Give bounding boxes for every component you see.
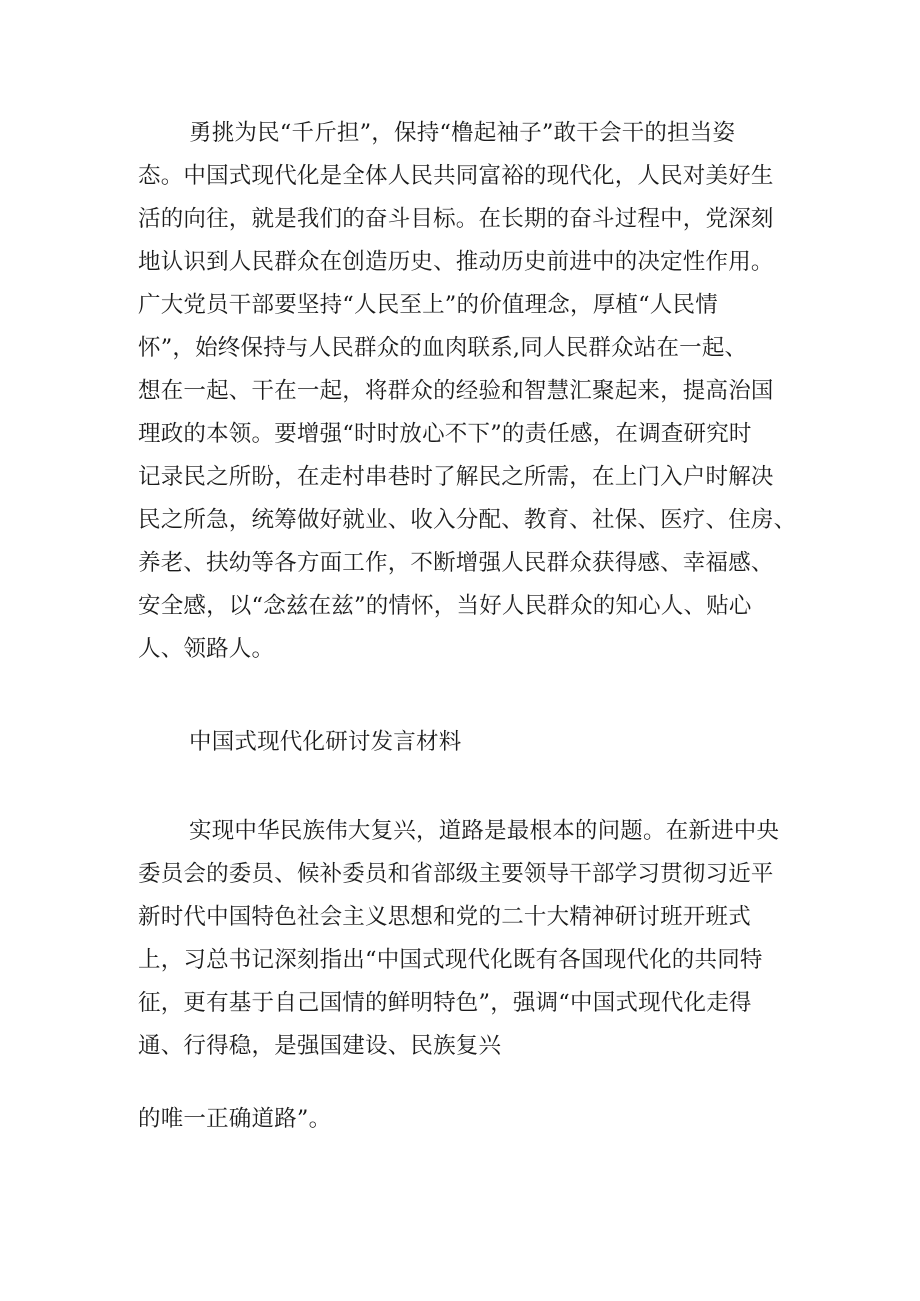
paragraph-2-line-2: 委员会的委员、候补委员和省部级主要领导干部学习贯彻习近平 bbox=[138, 861, 774, 887]
paragraph-1-line-3: 活的向往，就是我们的奋斗目标。在长期的奋斗过程中，党深刻 bbox=[138, 206, 774, 232]
paragraph-1-line-13: 人、领路人。 bbox=[138, 636, 275, 662]
section-heading: 中国式现代化研讨发言材料 bbox=[189, 729, 462, 755]
paragraph-2-line-6: 通、行得稳，是强国建设、民族复兴 bbox=[138, 1033, 502, 1059]
paragraph-2-line-1: 实现中华民族伟大复兴，道路是最根本的问题。在新进中央 bbox=[189, 818, 780, 844]
paragraph-2-line-5: 征，更有基于自己国情的鲜明特色”，强调“中国式现代化走得 bbox=[138, 990, 752, 1016]
paragraph-2-line-3: 新时代中国特色社会主义思想和党的二十大精神研讨班开班式 bbox=[138, 904, 751, 930]
paragraph-1-line-1: 勇挑为民“千斤担”，保持“橹起袖子”敢干会干的担当姿 bbox=[189, 120, 736, 146]
paragraph-1-line-8: 理政的本领。要增强“时时放心不下”的责任感，在调查研究时 bbox=[138, 421, 752, 447]
paragraph-2-line-4: 上，习总书记深刻指出“中国式现代化既有各国现代化的共同特 bbox=[138, 947, 763, 973]
paragraph-1-line-2: 态。中国式现代化是全体人民共同富裕的现代化，人民对美好生 bbox=[138, 163, 774, 189]
paragraph-1-line-11: 养老、扶幼等各方面工作，不断增强人民群众获得感、幸福感、 bbox=[138, 550, 774, 576]
paragraph-1-line-9: 记录民之所盼，在走村串巷时了解民之所需，在上门入户时解决 bbox=[138, 464, 774, 490]
paragraph-1-line-4: 地认识到人民群众在创造历史、推动历史前进中的决定性作用。 bbox=[138, 249, 774, 275]
paragraph-1-line-10: 民之所急，统筹做好就业、收入分配、教育、社保、医疗、住房、 bbox=[138, 507, 797, 533]
paragraph-1-line-5: 广大党员干部要坚持“人民至上”的价值理念，厚植“人民情 bbox=[138, 292, 718, 318]
paragraph-1-line-6: 怀”，始终保持与人民群众的血肉联系,同人民群众站在一起、 bbox=[138, 335, 748, 361]
paragraph-1-line-12: 安全感，以“念兹在兹”的情怀，当好人民群众的知心人、贴心 bbox=[138, 593, 752, 619]
paragraph-3-line-1: 的唯一正确道路”。 bbox=[138, 1106, 332, 1132]
paragraph-1-line-7: 想在一起、干在一起，将群众的经验和智慧汇聚起来，提高治国 bbox=[138, 378, 774, 404]
